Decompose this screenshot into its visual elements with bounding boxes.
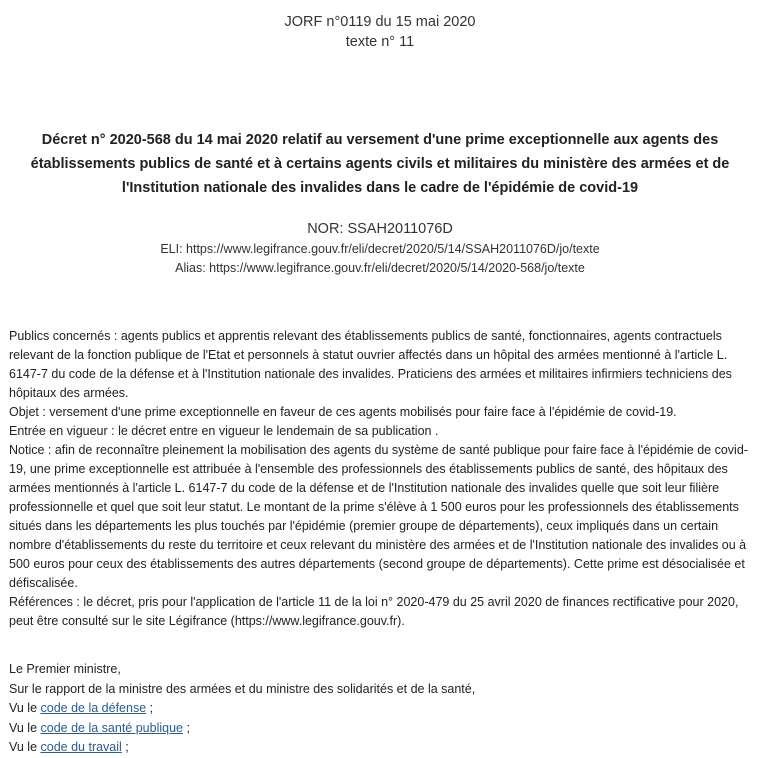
publics-concernes: Publics concernés : agents publics et apprentis relevant des établissements publics de santé, fonctionnaires, agents contractuels relevant de la fonction publique de l'Etat et personnels à statut ouvrier affectés dans un hôpital des armées mentionné à l'article L. 6147-7 du code de la défense et à l'Institution nationale des invalides. Praticiens des armées et militaires infirmiers techniciens des hôpitaux des armées. — [9, 329, 732, 400]
alias-reference: Alias: https://www.legifrance.gouv.fr/eli/decret/2020/5/14/2020-568/jo/texte — [175, 261, 585, 275]
entree-en-vigueur: Entrée en vigueur : le décret entre en vigueur le lendemain de sa publication . — [9, 424, 439, 438]
vu-suffix: ; — [146, 701, 154, 715]
vu-suffix: ; — [121, 740, 129, 754]
code-sante-publique-link[interactable]: code de la santé publique — [40, 720, 183, 735]
vu-suffix: ; — [183, 720, 190, 735]
objet: Objet : versement d'une prime exceptionnelle en faveur de ces agents mobilisés pour faire face à l'épidémie de covid-19. — [9, 405, 677, 419]
references: Références : le décret, pris pour l'application de l'article 11 de la loi n° 2020-479 du 25 avril 2020 de finances rectificative pour 2020, peut être consulté sur le site Légifrance (https://www.legifrance.gouv.fr). — [9, 595, 739, 628]
decree-title: Décret n° 2020-568 du 14 mai 2020 relatif au versement d'une prime exceptionnelle aux agents des établissements publics de santé et à certains agents civils et militaires du ministère des armées et de l'Institution nationale des invalides dans le cadre de l'épidémie de covid-19 — [30, 132, 730, 196]
vu-code-defense — [9, 699, 755, 719]
notice-text: Notice : afin de reconnaître pleinement la mobilisation des agents du système de santé publique pour faire face à l'épidémie de covid-19, une prime exceptionnelle est attribuée à l'ensemble des professionnels des établissements publics de santé, des hôpitaux des armées mentionnés à l'article L. 6147-7 du code de la défense et de l'Institution nationale des invalides quelle que soit leur filière professionnelle et quel que soit leur statut. Le montant de la prime s'élève à 1 500 euros pour les professionnels des établissements situés dans les départements les plus touchés par l'épidémie (premier groupe de départements), ceux impliqués dans un certain nombre d'établissements du reste du territoire et ceux relevant du ministère des armées et de l'Institution nationale des invalides ou à 500 euros pour ceux des établissements des autres départements (second groupe de départements). Cette prime est désocialisée et défiscalisée. — [9, 443, 748, 590]
texte-number: texte n° 11 — [345, 34, 415, 50]
rapport-line: Sur le rapport de la ministre des armées et du ministre des solidarités et de la santé, — [9, 681, 476, 696]
code-defense-link[interactable]: code de la défense — [40, 701, 147, 715]
visas-section — [9, 660, 755, 758]
premier-ministre: Le Premier ministre, — [9, 662, 121, 676]
vu-code-sante — [9, 719, 755, 739]
jorf-number: JORF n°0119 du 15 mai 2020 — [284, 14, 476, 30]
vu-prefix: Vu le — [9, 740, 41, 754]
eli-reference: ELI: https://www.legifrance.gouv.fr/eli/decret/2020/5/14/SSAH2011076D/jo/texte — [160, 242, 600, 256]
code-travail-link[interactable]: code du travail — [40, 740, 122, 754]
vu-prefix: Vu le — [9, 720, 41, 735]
vu-code-travail — [9, 738, 755, 758]
notice-section — [9, 327, 755, 631]
vu-prefix: Vu le — [9, 701, 41, 715]
jorf-header — [0, 12, 760, 52]
nor-reference: NOR: SSAH2011076D — [307, 221, 453, 237]
